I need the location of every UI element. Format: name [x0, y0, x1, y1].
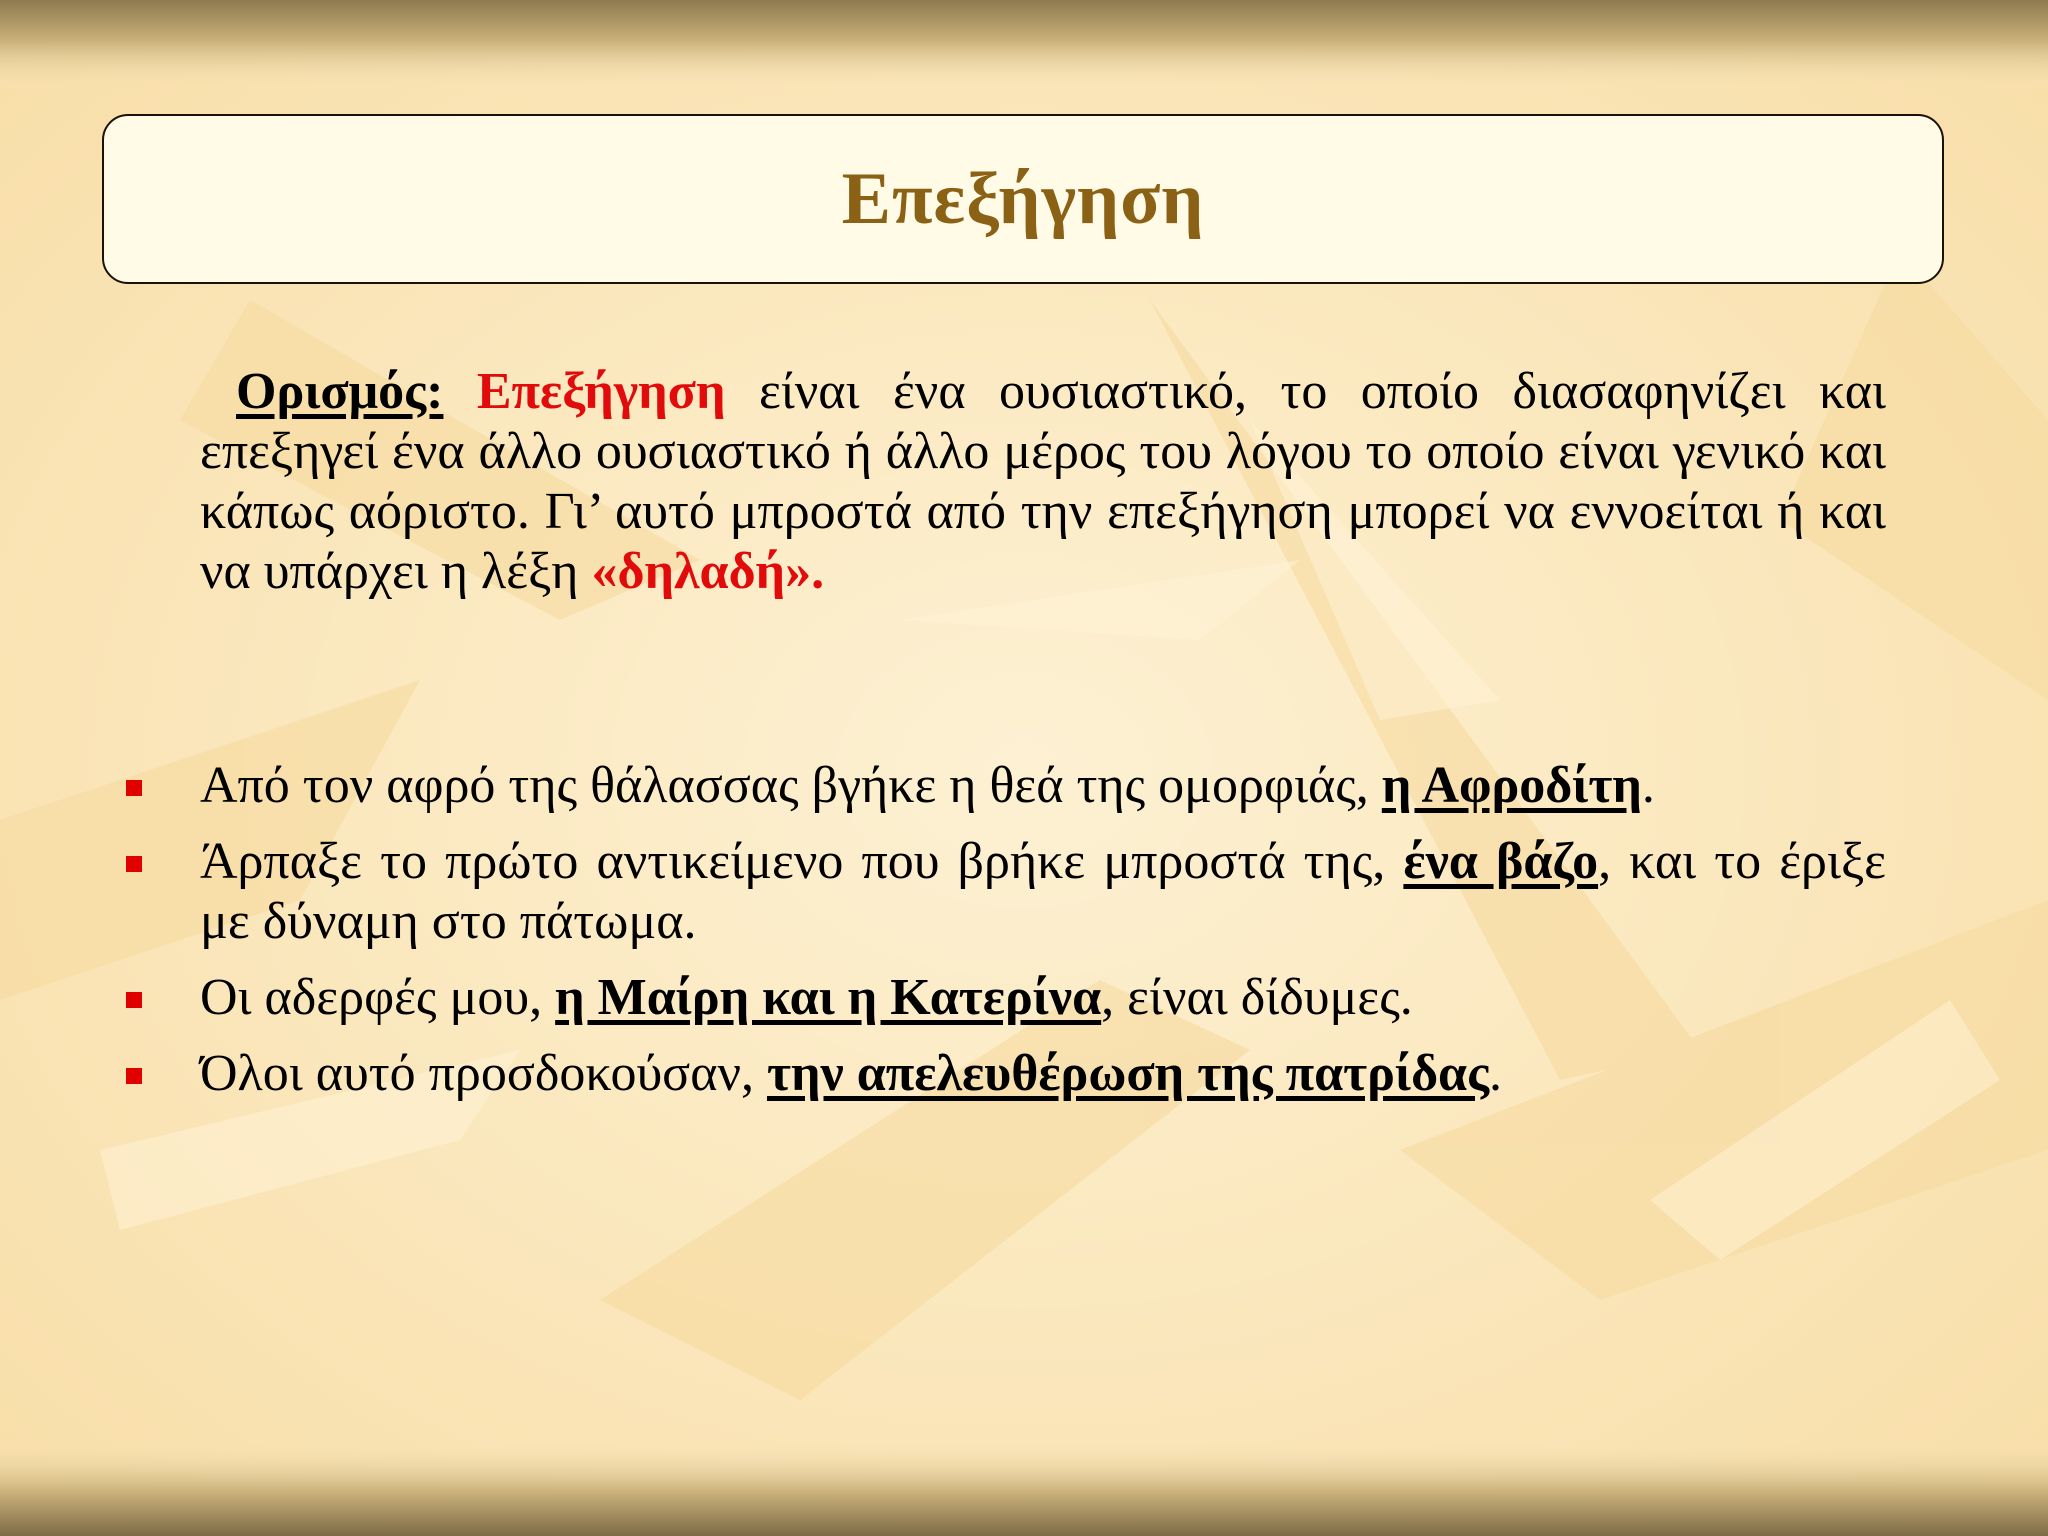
bullet-square-icon: [126, 780, 142, 796]
example-text-end: .: [1489, 1045, 1503, 1102]
slide-title: Επεξήγηση: [841, 157, 1205, 240]
example-highlight: η Μαίρη και η Κατερίνα: [555, 969, 1102, 1026]
bullet-square-icon: [126, 1068, 142, 1084]
list-item: [200, 968, 1886, 1028]
list-item: [200, 832, 1886, 952]
examples-list: [200, 756, 1886, 1104]
definition-block: [200, 362, 1886, 602]
definition-label: Ορισμός:: [236, 363, 444, 420]
example-text: Οι αδερφές μου,: [200, 969, 556, 1026]
example-highlight: την απελευθέρωση της πατρίδας: [766, 1045, 1490, 1102]
definition-paragraph: [200, 362, 1886, 602]
example-text: Άρπαξε το πρώτο αντικείμενο που βρήκε μπροστά της,: [200, 833, 1404, 890]
bullet-square-icon: [126, 992, 142, 1008]
example-highlight: ένα βάζο: [1403, 833, 1599, 890]
example-text: Από τον αφρό της θάλασσας βγήκε η θεά της ομορφιάς,: [200, 757, 1382, 814]
list-item: [200, 1044, 1886, 1104]
example-highlight: η Αφροδίτη: [1381, 757, 1642, 814]
title-box: [102, 114, 1944, 284]
example-text-end: .: [1641, 757, 1655, 814]
definition-keyword: «δηλαδή».: [591, 543, 825, 600]
definition-term: Επεξήγηση: [476, 363, 726, 420]
list-item: [200, 756, 1886, 816]
example-text-end: , είναι δίδυμες.: [1101, 969, 1413, 1026]
bullet-square-icon: [126, 856, 142, 872]
example-text: Όλοι αυτό προσδοκούσαν,: [200, 1045, 767, 1102]
definition-body: είναι ένα ουσιαστικό, το οποίο διασαφηνίζει και επεξηγεί ένα άλλο ουσιαστικό ή άλλο μέρος του λόγου το οποίο είναι γενικό και κάπως αόριστο. Γι’ αυτό μπροστά από την επεξήγηση μπορεί να εννοείται ή και να υπάρχει η λέξη: [200, 363, 1886, 600]
example-text-end: , και το έριξε με δύναμη στο πάτωμα.: [200, 833, 1887, 950]
